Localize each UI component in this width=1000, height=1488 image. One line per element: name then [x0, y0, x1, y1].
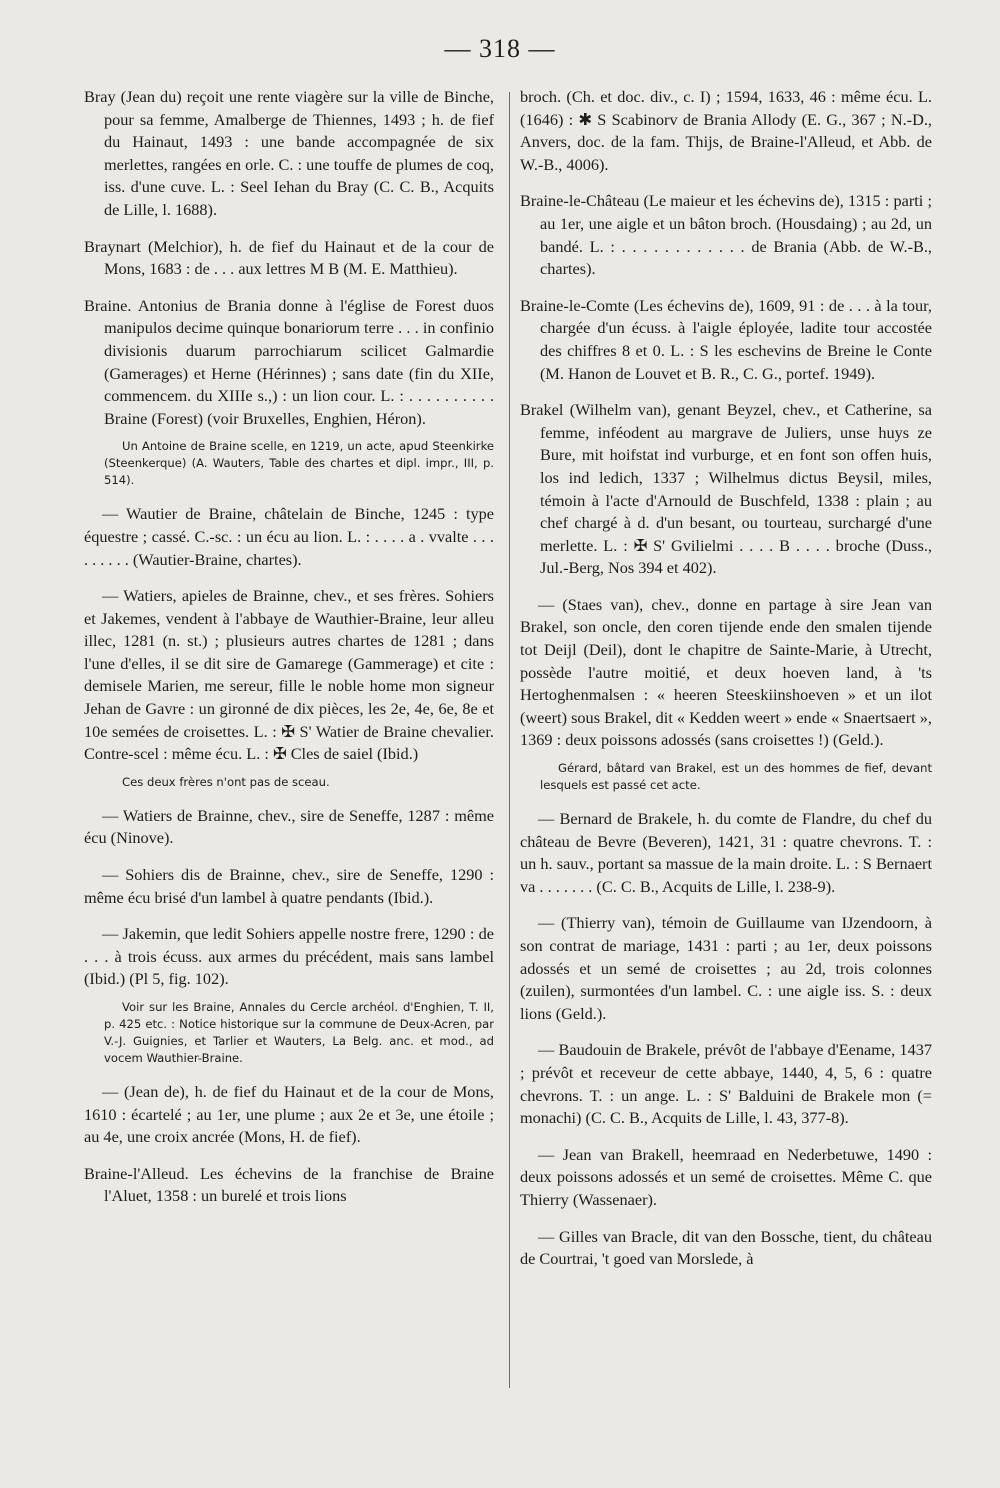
- entry-bray: Bray (Jean du) reçoit une rente viagère sur la ville de Binche, pour sa femme, Amalberge de Thiennes, 1493 ; h. de fief du Hainaut, 1493 : une bande accompagnée de six merlettes, rangées en orle. C. : une touffe de plumes de coq, iss. d'une cuve. L. : Seel Iehan du Bray (C. C. B., Acquits de Lille, l. 1688).: [84, 87, 494, 219]
- right-column: [520, 86, 932, 1285]
- entry-watiers-seneffe: — Watiers de Brainne, chev., sire de Seneffe, 1287 : même écu (Ninove).: [84, 805, 494, 848]
- entry-watiers-apieles: — Watiers, apieles de Brainne, chev., et ses frères. Sohiers et Jakemes, vendent à l'abbaye de Wauthier-Braine, leur alleu illec, 1281 (n. st.) ; plusieurs autres chartes de 1281 ; dans l'une d'elles, il se dit sire de Gamarege (Gammerage) et cite : demisele Marien, me sereur, fille le noble home mon signeur Jehan de Gavre : un gironné de dix pièces, les 2e, 4e, 6e, 8e et 10e semées de croisettes. L. : ✠ S' Watier de Braine chevalier. Contre-scel : même écu. L. : ✠ Cles de saiel (Ibid.): [84, 586, 494, 764]
- entry-braine-le-comte: Braine-le-Comte (Les échevins de), 1609, 91 : de . . . à la tour, chargée d'un écuss. à l'aigle éployée, ladite tour accostée des chiffres 8 et 0. L. : S les eschevins de Breine le Conte (M. Hanon de Louvet et B. R., C. G., portef. 1949).: [520, 295, 932, 383]
- entry-jean-de-braine: — (Jean de), h. de fief du Hainaut et de la cour de Mons, 1610 : écartelé ; au 1er, une plume ; aux 2e et 3e, une étoile ; au 4e, une croix ancrée (Mons, H. de fief).: [84, 1082, 494, 1147]
- entry-staes-van-brakel: — (Staes van), chev., donne en partage à sire Jean van Brakel, son oncle, den coren tijende ende den smalen tijende tot Deijl (Deil), dont le chapitre de Sainte-Marie, à Utrecht, possède l'autre moitié, et deux hoeven land, à 'ts Hertoghenmalsen : « heeren Steeskiinshoeven » et un ilot (weert) sous Brakel, dit « Kedden weert » ende « Snaertsaert », 1369 : deux poissons adossés (sans croisettes !) (Geld.).: [520, 594, 932, 750]
- entry-braine: Braine. Antonius de Brania donne à l'église de Forest duos manipulos decime quinque bonariorum terre . . . in confinio divisionis duarum parrochiarum scilicet Galmardie (Gamerages) et Herne (Hérinnes) ; sans date (fin du XIIe, commencem. du XIIIe s.,) : un lion cour. L. : . . . . . . . . . . Braine (Forest) (voir Bruxelles, Enghien, Héron).: [84, 295, 494, 428]
- entry-sohiers: — Sohiers dis de Brainne, chev., sire de Seneffe, 1290 : même écu brisé d'un lambel à quatre pendants (Ibid.).: [84, 865, 494, 907]
- entry-gilles-van-bracle: — Gilles van Bracle, dit van den Bossche, tient, du château de Courtrai, 't goed van Morslede, à: [520, 1226, 932, 1269]
- entry-wautier-de-braine: — Wautier de Braine, châtelain de Binche, 1245 : type équestre ; cassé. C.-sc. : un écu au lion. L. : . . . . a . vvalte . . . . . . . . . (Wautier-Braine, chartes).: [84, 504, 494, 569]
- entry-braine-le-chateau: Braine-le-Château (Le maieur et les échevins de), 1315 : parti ; au 1er, une aigle et un bâton broch. (Housdaing) ; au 2d, un bandé. L. : . . . . . . . . . . . . de Brania (Abb. de W.-B., chartes).: [520, 191, 932, 279]
- left-column: [84, 86, 494, 1222]
- page-number: — 318 —: [444, 34, 556, 63]
- entry-braine-l-alleud-continued: broch. (Ch. et doc. div., c. I) ; 1594, 1633, 46 : même écu. L. (1646) : ✱ S Scabinorv de Brania Allody (E. G., 367 ; N.-D., Anvers, doc. de la fam. Thijs, de Braine-l'Alleud, et Abb. de W.-B., 4006).: [520, 87, 932, 174]
- note-gerard-batard: Gérard, bâtard van Brakel, est un des hommes de fief, devant lesquels est passé cet acte.: [540, 761, 932, 793]
- entry-braine-l-alleud: Braine-l'Alleud. Les échevins de la franchise de Braine l'Aluet, 1358 : un burelé et trois lions: [84, 1163, 494, 1206]
- entry-thierry-van: — (Thierry van), témoin de Guillaume van IJzendoorn, à son contrat de mariage, 1431 : parti ; au 1er, deux poissons adossés et un semé de croisettes ; au 2d, trois colonnes (zuilen), surmontées d'un lambel. C. : une aigle iss. S. : deux lions (Geld.).: [520, 913, 932, 1023]
- entry-braynart: Braynart (Melchior), h. de fief du Hainaut et de la cour de Mons, 1683 : de . . . aux lettres M B (M. E. Matthieu).: [84, 236, 494, 279]
- column-divider: [509, 92, 510, 1388]
- entry-jean-van-brakell: — Jean van Brakell, heemraad en Nederbetuwe, 1490 : deux poissons adossés et un semé de croisettes. Même C. que Thierry (Wassenaer).: [520, 1144, 932, 1209]
- entry-jakemin: — Jakemin, que ledit Sohiers appelle nostre frere, 1290 : de . . . à trois écuss. aux armes du précédent, mais sans lambel (Ibid.) (Pl 5, fig. 102).: [84, 924, 494, 989]
- entry-brakel-wilhelm: Brakel (Wilhelm van), genant Beyzel, chev., et Catherine, sa femme, inféodent au margrave de Juliers, unse huys ze Bure, mit hoifstat ind vurburge, et en font son offen huis, los ind ledich, 1337 ; Wilhelmus dictus Beysil, miles, témoin à l'acte d'Arnould de Buschfeld, 1338 : plain ; au chef chargé à d. d'un besant, ou tourteau, surchargé d'une merlette. L. : ✠ S' Gvilielmi . . . . B . . . . broche (Duss., Jul.-Berg, Nos 394 et 402).: [520, 400, 932, 578]
- note-braine-antoine: Un Antoine de Braine scelle, en 1219, un acte, apud Steenkirke (Steenkerque) (A. Wauters, Table des chartes et dipl. impr., III, p. 514).: [104, 439, 494, 488]
- note-deux-freres: Ces deux frères n'ont pas de sceau.: [122, 774, 330, 789]
- entry-baudouin-de-brakele: — Baudouin de Brakele, prévôt de l'abbaye d'Eename, 1437 ; prévôt et receveur de cette abbaye, 1440, 4, 5, 6 : quatre chevrons. T. : un ange. L. : S' Balduini de Brakele mon (= monachi) (C. C. B., Acquits de Lille, l. 43, 377-8).: [520, 1040, 932, 1128]
- note-voir-braine: Voir sur les Braine, Annales du Cercle archéol. d'Enghien, T. II, p. 425 etc. : Notice historique sur la commune de Deux-Acren, par V.-J. Guignies, et Tarlier et Wauters, La Belg. anc. et mod., ad vocem Wauthier-Braine.: [104, 1000, 494, 1065]
- entry-bernard-de-brakele: — Bernard de Brakele, h. du comte de Flandre, du chef du château de Bevre (Beveren), 1421, 31 : quatre chevrons. T. : un h. sauv., portant sa massue de la main droite. L. : S Bernaert va . . . . . . . (C. C. B., Acquits de Lille, l. 238-9).: [520, 809, 932, 896]
